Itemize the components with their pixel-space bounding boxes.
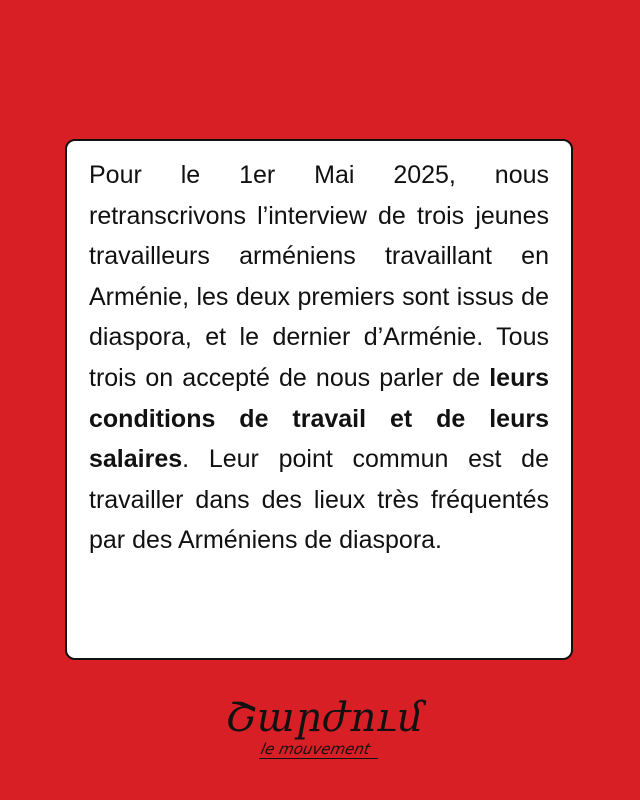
intro-paragraph [89,155,549,561]
paragraph-text-start: Pour le 1er Mai 2025, nous retranscrivons l’interview de trois jeunes travailleurs arméniens travaillant en Arménie, les deux premiers sont issus de diaspora, et le dernier d’Arménie. Tous trois on accepté de nous parler de [89,161,549,392]
paragraph-bold-text: leurs conditions de travail et de leurs salaires [89,363,549,474]
text-card [65,139,573,660]
logo-subtitle: le mouvement [259,740,382,759]
logo-armenian-text: Շարժում [225,695,425,741]
paragraph-text-end: . Leur point commun est de travailler dans des lieux très fréquentés par des Arméniens de diaspora. [89,445,549,555]
brand-logo [0,695,640,775]
